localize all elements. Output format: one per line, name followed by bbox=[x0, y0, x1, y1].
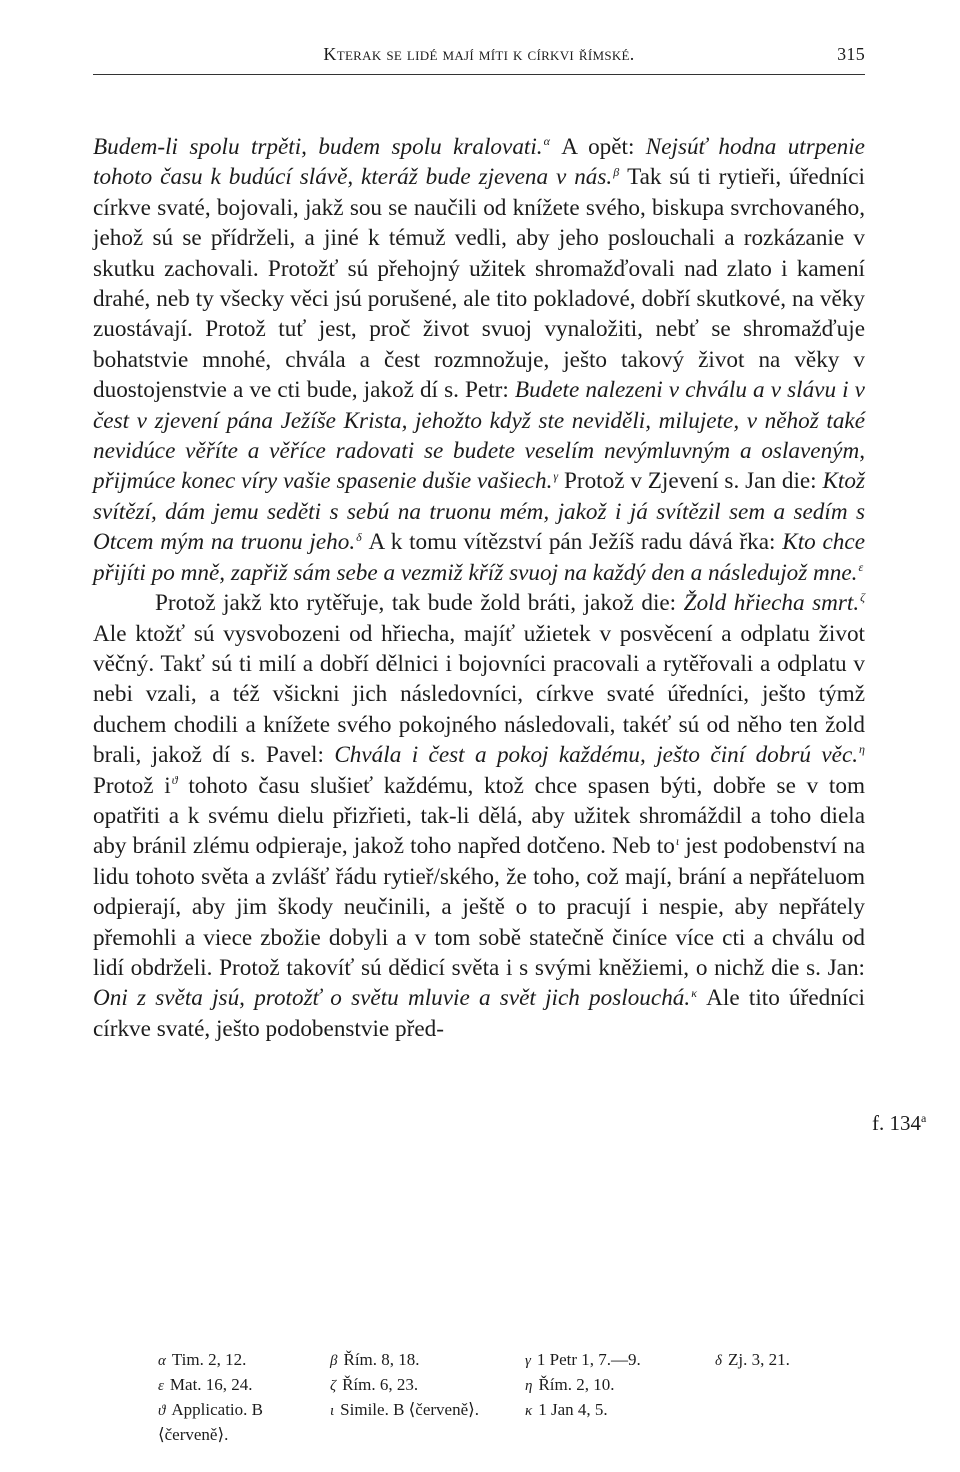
footnote-mark: ζ bbox=[330, 1378, 337, 1394]
footnote-marker: κ bbox=[691, 985, 697, 1000]
footnote-row bbox=[158, 1373, 858, 1398]
footnote-marker: ζ bbox=[860, 590, 865, 605]
header-rule bbox=[93, 74, 865, 75]
footnote-mark: ι bbox=[330, 1403, 335, 1419]
footnote-marker: α bbox=[543, 134, 550, 149]
footnote-text: 1 Jan 4, 5. bbox=[538, 1400, 608, 1419]
footnote-marker: ι bbox=[675, 833, 680, 848]
text-run: A k tomu vítězství pán Ježíš radu dává řka: bbox=[361, 529, 783, 556]
footnote bbox=[330, 1373, 525, 1398]
footnote-marker: β bbox=[613, 164, 620, 179]
footnote bbox=[715, 1373, 855, 1398]
page-header bbox=[93, 44, 865, 84]
footnote-marker: ϑ bbox=[171, 772, 178, 787]
footnote-marker: η bbox=[859, 742, 865, 757]
quoted-passage: Oni z světa jsú, protožť o světu mluvie a svět jich poslouchá. bbox=[93, 985, 691, 1012]
quoted-passage: Chvála i čest a pokoj každému, ješto činí dobrú věc. bbox=[334, 742, 859, 769]
footnote-marker: γ bbox=[553, 468, 559, 483]
footnote-mark: α bbox=[158, 1353, 166, 1369]
footnote-text: Řím. 6, 23. bbox=[342, 1375, 419, 1394]
footnotes bbox=[158, 1348, 858, 1447]
footnote bbox=[525, 1398, 715, 1447]
text-run: A opět: bbox=[549, 134, 646, 160]
footnote bbox=[330, 1348, 525, 1373]
text-run: Protož v Zjevení s. Jan die: bbox=[558, 468, 823, 495]
footnote-text: Řím. 2, 10. bbox=[538, 1375, 615, 1394]
footnote bbox=[330, 1398, 525, 1447]
text-run: Ale tito úředníci církve svaté, ješto podobenstvie před- bbox=[93, 985, 865, 1042]
quoted-passage: Budete nalezeni v chválu a v slávu i v čest v zjevení pána Ježíše Krista, jehožto když ste neviděli, milujete, v něhož také nevidúce věříte a věříce radovati se budete veselím nevýmluvným a oslaveným, přijmúce konec víry vašie spasenie dušie vašiech. bbox=[93, 377, 865, 495]
page-number: 315 bbox=[837, 44, 865, 64]
quoted-passage: Ktož svítězí, dám jemu seděti s sebú na truonu mém, jakož i já svítězil sem a sedím s Otcem mým na truonu jeho. bbox=[93, 468, 865, 556]
quoted-passage: Nejsúť hodna utrpenie tohoto času k budúcí slávě, kteráž bude zjevena v nás. bbox=[93, 134, 865, 191]
footnote bbox=[715, 1348, 855, 1373]
footnote-mark: γ bbox=[525, 1353, 531, 1369]
paragraph bbox=[93, 588, 865, 1044]
footnote bbox=[715, 1398, 855, 1447]
footnote-mark: β bbox=[330, 1353, 338, 1369]
text-run: Protož jakž kto rytěřuje, tak bude žold bráti, jakož die: bbox=[155, 590, 684, 617]
folio-side: a bbox=[921, 1111, 927, 1125]
running-title: Kterak se lidé mají míti k církvi římské. bbox=[323, 44, 635, 64]
footnote-mark: ε bbox=[158, 1378, 164, 1394]
footnote-text: Mat. 16, 24. bbox=[169, 1375, 253, 1394]
footnote bbox=[525, 1373, 715, 1398]
body-text bbox=[93, 132, 865, 1044]
quoted-passage: Budem-li spolu trpěti, budem spolu kralovati. bbox=[93, 134, 543, 160]
folio-margin-note bbox=[872, 1111, 926, 1136]
text-run: tohoto času slušieť každému, ktož chce spasen býti, dobře se v tom opatřiti a k svému dielu přizřieti, tak-li dělá, aby užitek shromáždil a toho diela aby bránil zlému odpieraje, jakož toho napřed dotčeno. Neb to bbox=[93, 772, 866, 860]
footnote bbox=[525, 1348, 715, 1373]
footnote-row bbox=[158, 1348, 858, 1373]
footnote bbox=[158, 1373, 330, 1398]
footnote-mark: η bbox=[525, 1378, 533, 1394]
footnote-row bbox=[158, 1398, 858, 1447]
footnote-mark: δ bbox=[715, 1353, 722, 1369]
footnote-text: Applicatio. B ⟨červeně⟩. bbox=[158, 1400, 263, 1444]
text-run: Protož i bbox=[93, 772, 171, 799]
text-run: Ale ktožť sú vysvobozeni od hřiecha, majíť užietek v posvěcení a odplatu život věčný. Takť sú ti milí a dobří dělnici i bojovníci pracovali a rytěřovali a odplatu v nebi vzali, a též všickni jich následovníci, církve svaté úředníci, ješto týmž duchem chodili a knížete svého pokojného následovali, takéť sú od něho ten žold brali, jakož dí s. Pavel: bbox=[93, 620, 865, 769]
text-run: jest podobenství na lidu tohoto světa a zvlášť řádu rytieř/ského, že toho, což mají, brání a nepřáteluom odpierají, aby jim škody neučinili, a ještě o to pracují i nespie, aby nepřátely přemohli a viece zbožie dobyli a v tom sobě statečně činíce více cti a chválu od lidí obdrželi. Protož takovíť sú dědicí světa i s svými kněžiemi, o nichž die s. Jan: bbox=[93, 833, 865, 981]
quoted-passage: Žold hřiecha smrt. bbox=[683, 590, 860, 617]
footnote-text: Tim. 2, 12. bbox=[171, 1350, 247, 1369]
text-run: Tak sú ti rytieři, úředníci církve svaté, bojovali, jakž sou se naučili od knížete svého, biskupa svrchovaného, jehož sú se přídrželi, a jiné k témuž vedli, aby jeho poslouchali a rozkázanie v skutku zachovali. Protožť sú přehojný užitek shromažďovali nad zlato i kamení drahé, neb ty všecky věci jsú porušené, ale tito pokladové, dobří skutkové, na věky zuostávají. Protož tuť jest, proč život svuoj vynaložiti, nebť se shromažďuje bohatstvie mnohé, chvála a čest rozmnožuje, ješto takový život na věky v duostojenstvie a ve cti bude, jakož dí s. Petr: bbox=[93, 164, 866, 404]
footnote bbox=[158, 1348, 330, 1373]
footnote-mark: ϑ bbox=[158, 1403, 166, 1419]
footnote-text: 1 Petr 1, 7.—9. bbox=[536, 1350, 641, 1369]
footnote-text: Řím. 8, 18. bbox=[343, 1350, 420, 1369]
footnote-marker: δ bbox=[356, 529, 362, 544]
footnote-marker: ε bbox=[858, 559, 864, 574]
folio-number: f. 134 bbox=[872, 1111, 921, 1135]
footnote bbox=[158, 1398, 330, 1447]
footnote-text: Simile. B ⟨červeně⟩. bbox=[340, 1400, 480, 1419]
paragraph bbox=[93, 132, 865, 588]
quoted-passage: Kto chce přijíti po mně, zapřiž sám sebe a vezmiž kříž svuoj na každý den a následujož mne. bbox=[93, 529, 865, 586]
footnote-text: Zj. 3, 21. bbox=[727, 1350, 790, 1369]
footnote-mark: κ bbox=[525, 1403, 533, 1419]
